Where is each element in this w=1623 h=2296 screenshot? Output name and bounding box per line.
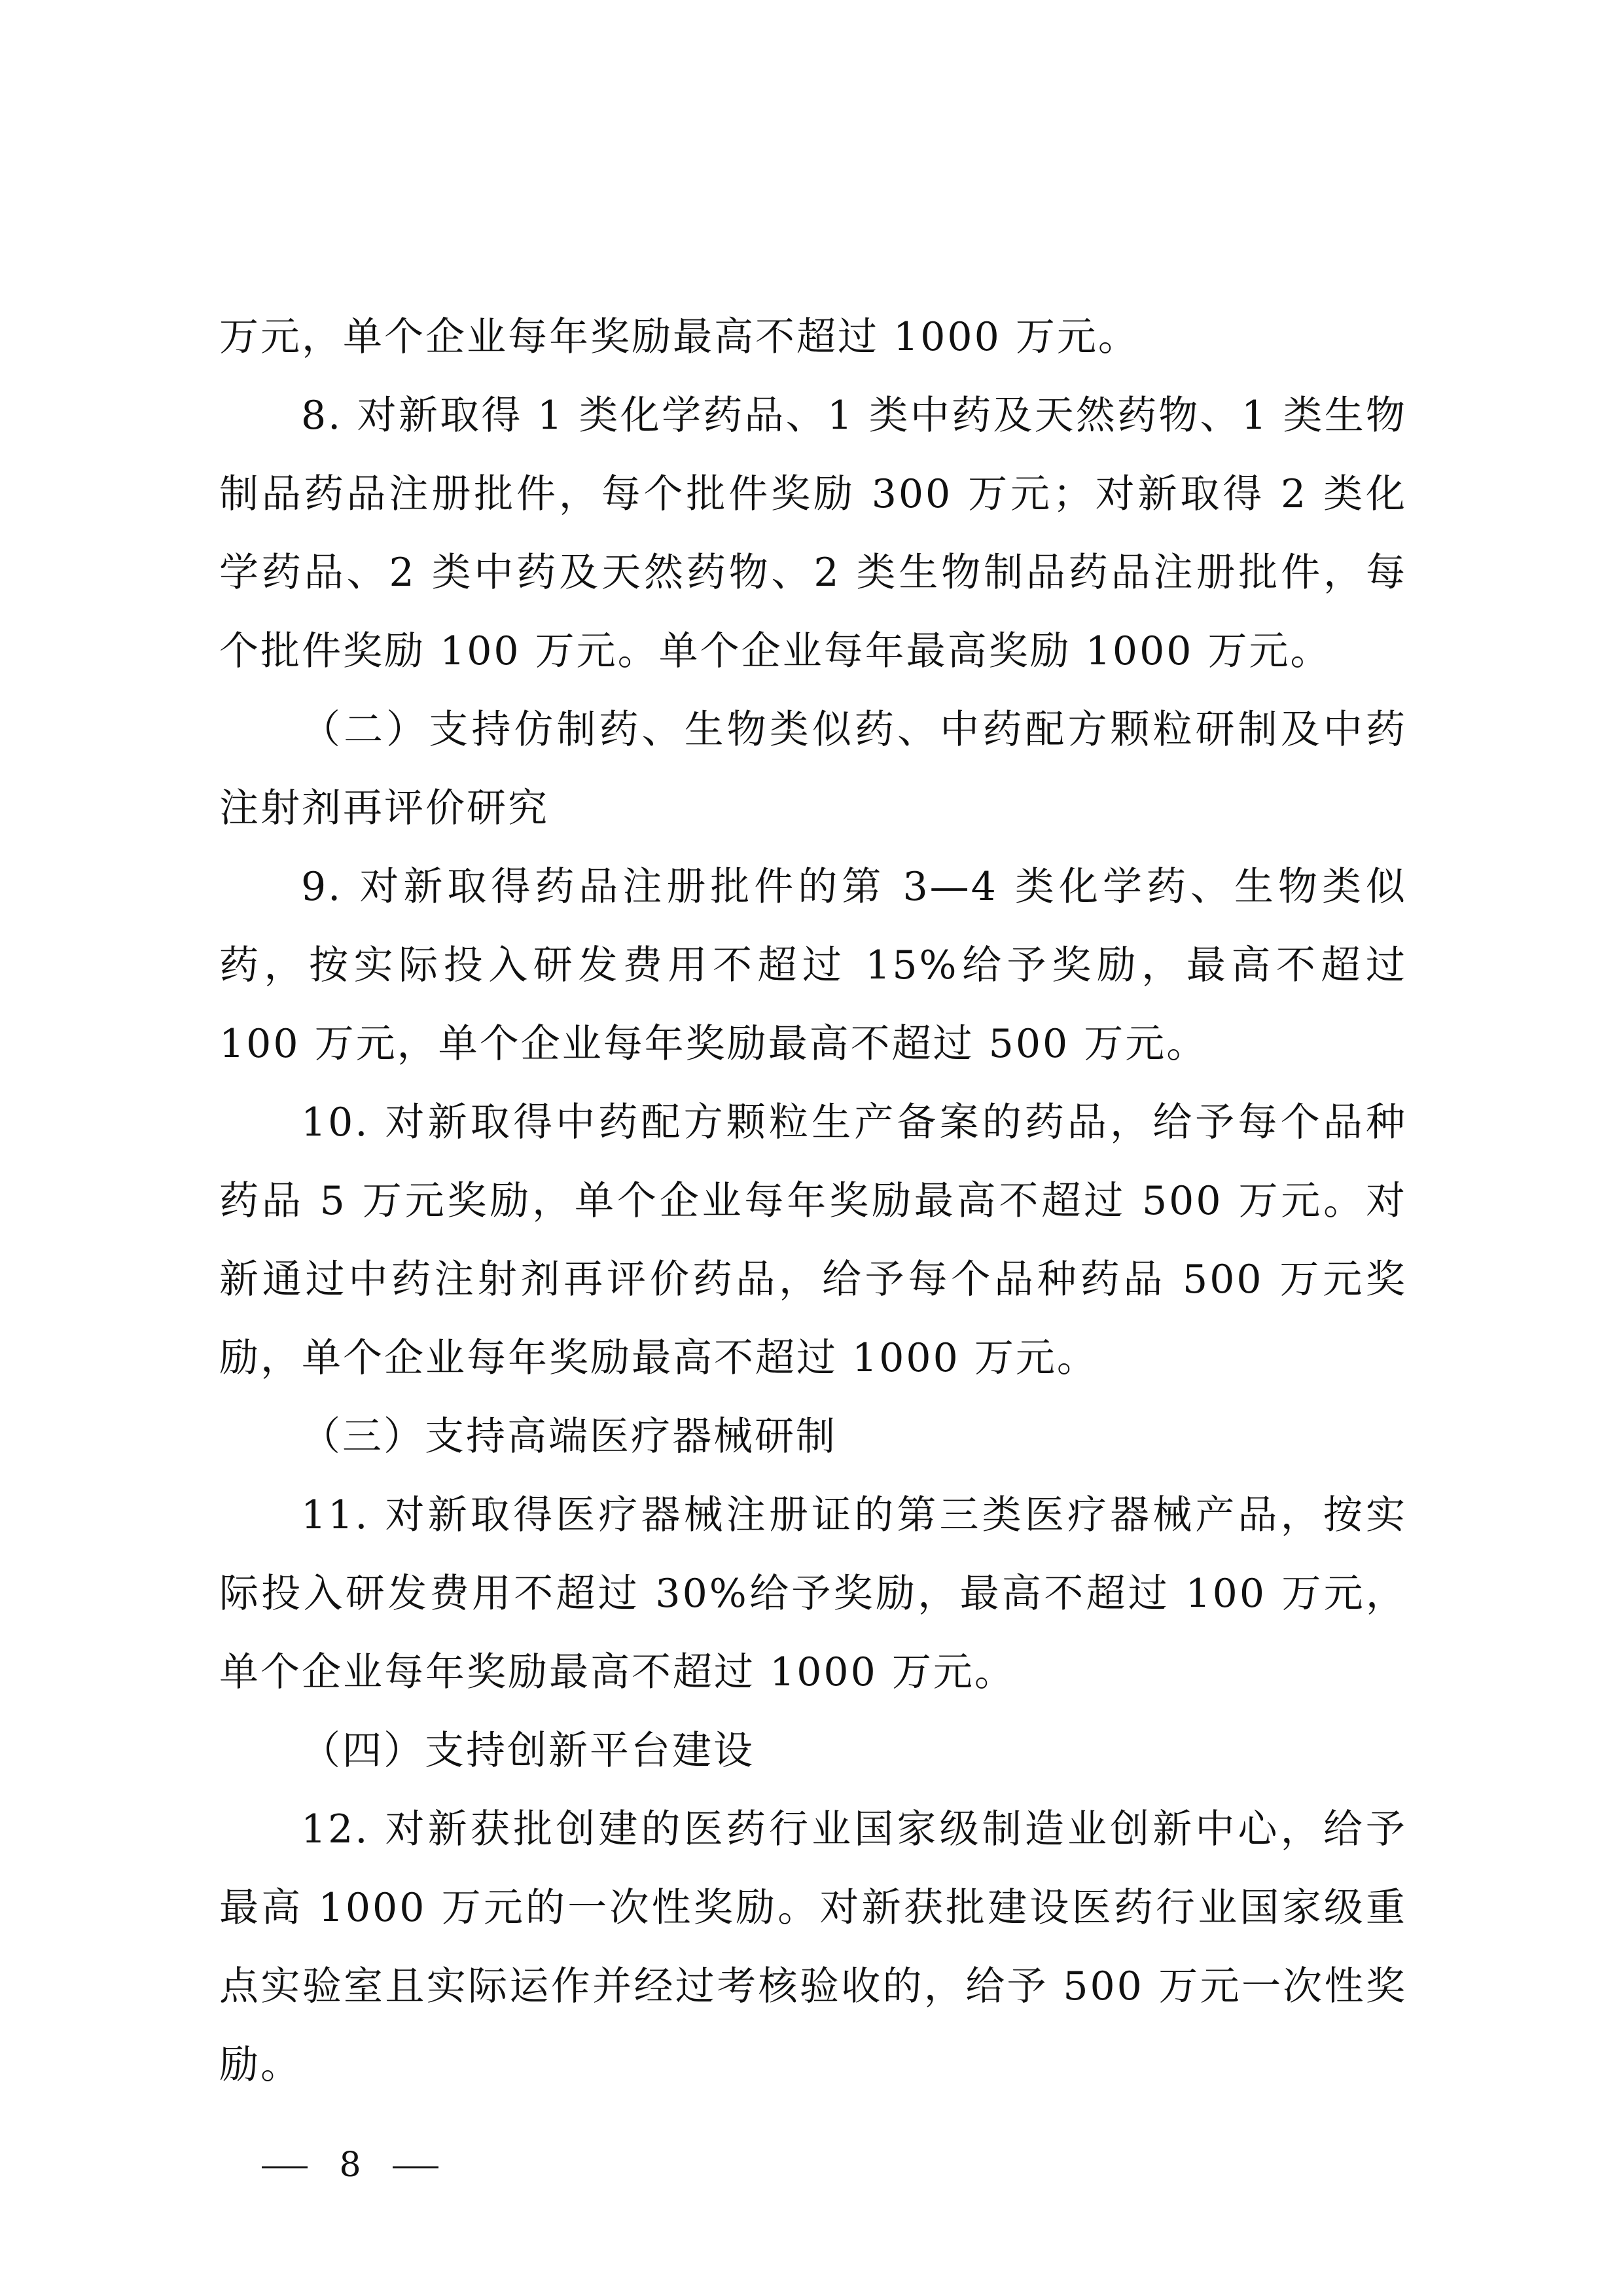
page-footer [262, 2139, 438, 2191]
paragraph-item-8: 8. 对新取得 1 类化学药品、1 类中药及天然药物、1 类生物制品药品注册批件，每个批件奖励 300 万元；对新取得 2 类化学药品、2 类中药及天然药物、2 类生物制品药品注册批件，每个批件奖励 100 万元。单个企业每年最高奖励 1000 万元。 [219, 393, 1407, 674]
footer-dash-left [262, 2166, 308, 2168]
section-heading-3: （三）支持高端医疗器械研制 [301, 1414, 837, 1460]
section-heading-4: （四）支持创新平台建设 [301, 1728, 755, 1774]
paragraph-continuation: 万元，单个企业每年奖励最高不超过 1000 万元。 [219, 314, 1139, 360]
page-number: 8 [339, 2145, 361, 2185]
paragraph-item-9: 9. 对新取得药品注册批件的第 3—4 类化学药、生物类似药，按实际投入研发费用不超过 15%给予奖励，最高不超过 100 万元，单个企业每年奖励最高不超过 500 万元。 [219, 864, 1407, 1067]
paragraph-item-11: 11. 对新取得医疗器械注册证的第三类医疗器械产品，按实际投入研发费用不超过 30%给予奖励，最高不超过 100 万元，单个企业每年奖励最高不超过 1000 万元。 [219, 1492, 1407, 1695]
document-body [219, 298, 1407, 2104]
paragraph-item-10: 10. 对新取得中药配方颗粒生产备案的药品，给予每个品种药品 5 万元奖励，单个企业每年奖励最高不超过 500 万元。对新通过中药注射剂再评价药品，给予每个品种药品 500 万元奖励，单个企业每年奖励最高不超过 1000 万元。 [219, 1100, 1407, 1381]
footer-dash-right [393, 2166, 438, 2168]
paragraph-item-12: 12. 对新获批创建的医药行业国家级制造业创新中心，给予最高 1000 万元的一次性奖励。对新获批建设医药行业国家级重点实验室且实际运作并经过考核验收的，给予 500 万元一次性奖励。 [219, 1806, 1407, 2088]
section-heading-2: （二）支持仿制药、生物类似药、中药配方颗粒研制及中药注射剂再评价研究 [219, 707, 1407, 831]
